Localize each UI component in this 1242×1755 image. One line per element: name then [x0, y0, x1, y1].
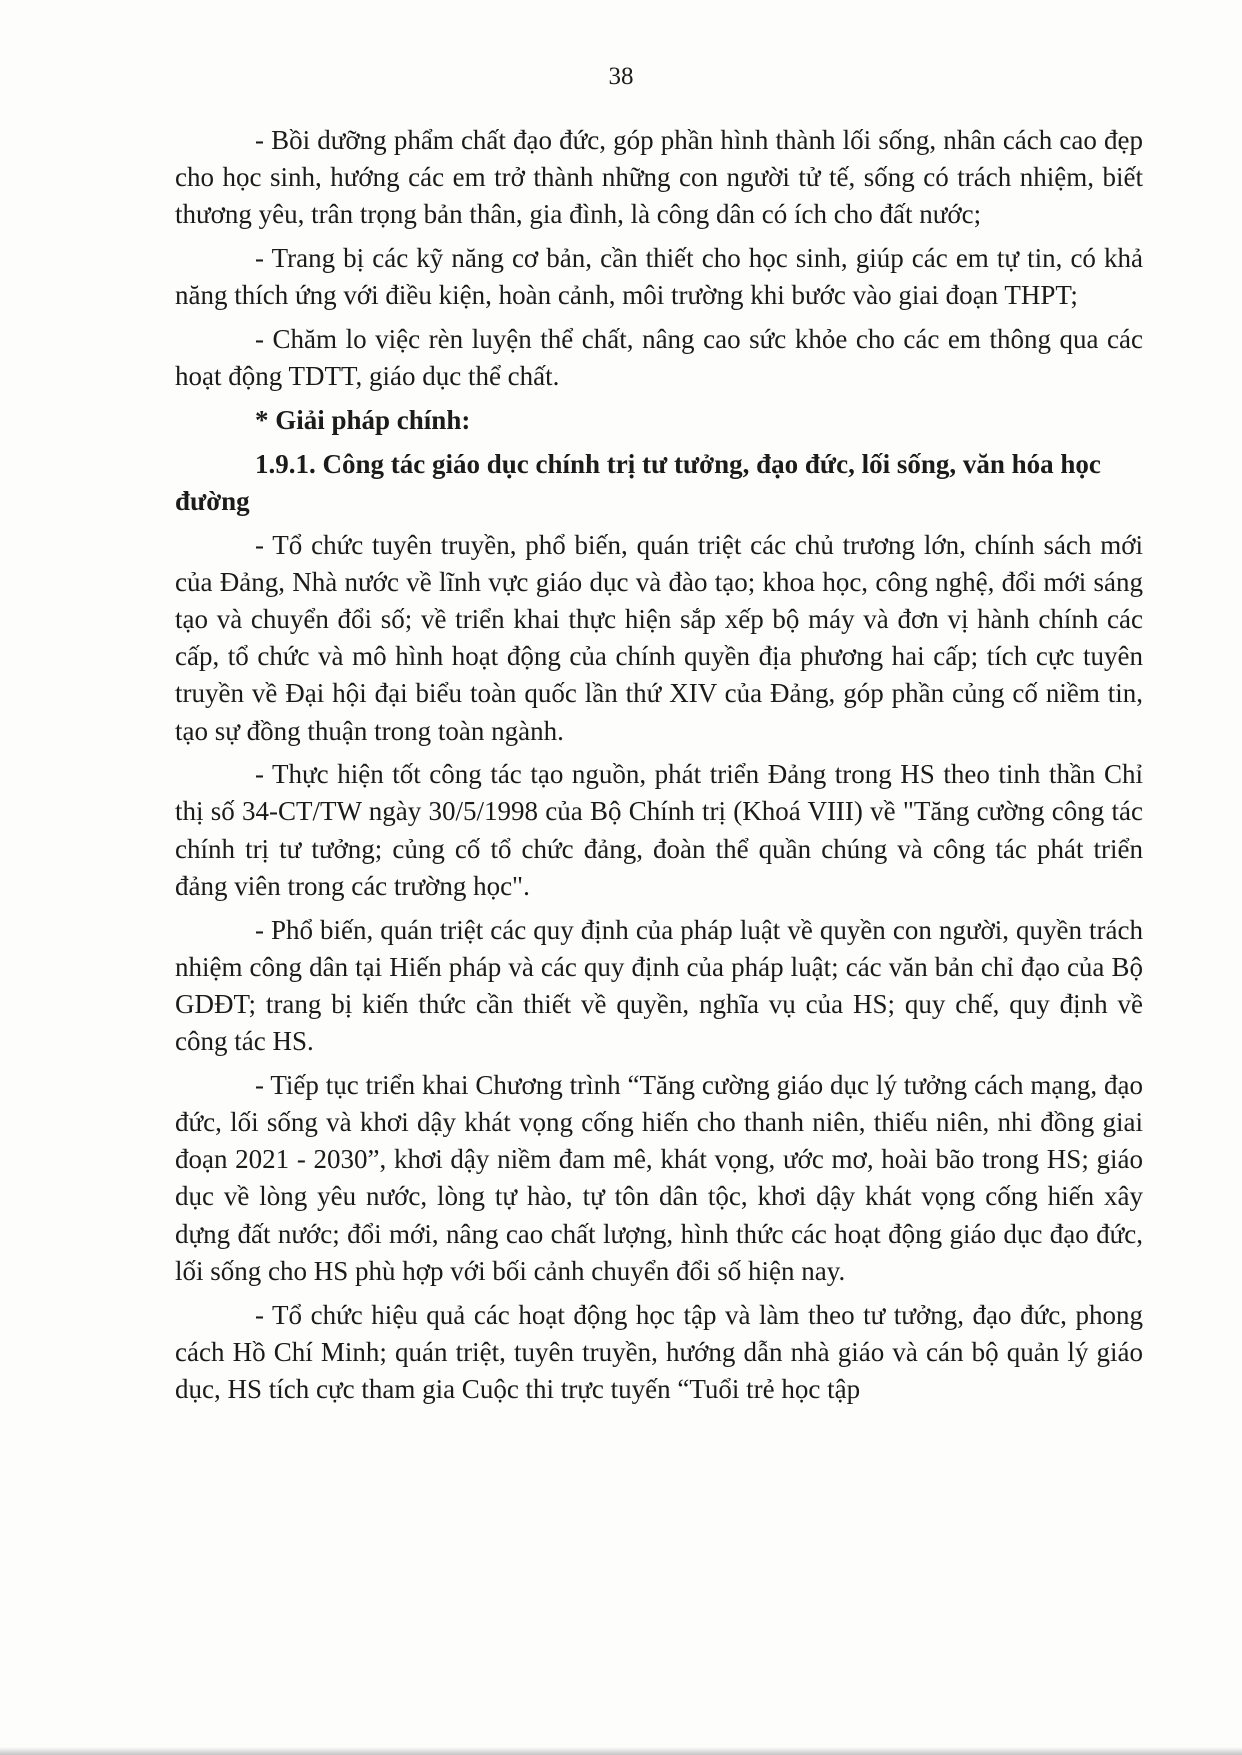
scan-edge-shadow: [0, 1747, 1242, 1755]
paragraph-ideal-education: - Tiếp tục triển khai Chương trình “Tăng cường giáo dục lý tưởng cách mạng, đạo đức, lối sống và khơi dậy khát vọng cống hiến cho thanh niên, thiếu niên, nhi đồng giai đoạn 2021 - 2030”, khơi dậy niềm đam mê, khát vọng, ước mơ, hoài bão trong HS; giáo dục về lòng yêu nước, lòng tự hào, tự tôn dân tộc, khơi dậy khát vọng cống hiến xây dựng đất nước; đổi mới, nâng cao chất lượng, hình thức các hoạt động giáo dục đạo đức, lối sống cho HS phù hợp với bối cảnh chuyển đổi số hiện nay.: [175, 1069, 1143, 1286]
paragraph-propaganda: - Tổ chức tuyên truyền, phổ biến, quán triệt các chủ trương lớn, chính sách mới của Đảng, Nhà nước về lĩnh vực giáo dục và đào tạo; khoa học, công nghệ, đổi mới sáng tạo và chuyển đổi số; về triển khai thực hiện sắp xếp bộ máy và đơn vị hành chính các cấp, tổ chức và mô hình hoạt động của chính quyền địa phương hai cấp; tích cực tuyên truyền về Đại hội đại biểu toàn quốc lần thứ XIV của Đảng, góp phần củng cố niềm tin, tạo sự đồng thuận trong toàn ngành.: [175, 529, 1143, 746]
solutions-heading: * Giải pháp chính:: [255, 404, 471, 435]
paragraph-moral-qualities: - Bồi dưỡng phẩm chất đạo đức, góp phần hình thành lối sống, nhân cách cao đẹp cho học sinh, hướng các em trở thành những con người tử tế, sống có trách nhiệm, biết thương yêu, trân trọng bản thân, gia đình, là công dân có ích cho đất nước;: [175, 125, 1143, 230]
paragraph-ho-chi-minh-study: - Tổ chức hiệu quả các hoạt động học tập và làm theo tư tưởng, đạo đức, phong cách Hồ Chí Minh; quán triệt, tuyên truyền, hướng dẫn nhà giáo và cán bộ quản lý giáo dục, HS tích cực tham gia Cuộc thi trực tuyến “Tuổi trẻ học tập: [175, 1299, 1143, 1404]
paragraph-party-development: - Thực hiện tốt công tác tạo nguồn, phát triển Đảng trong HS theo tinh thần Chỉ thị số 34-CT/TW ngày 30/5/1998 của Bộ Chính trị (Khoá VIII) về "Tăng cường công tác chính trị tư tưởng; củng cố tổ chức đảng, đoàn thể quần chúng và công tác phát triển đảng viên trong các trường học".: [175, 759, 1143, 901]
section-heading: 1.9.1. Công tác giáo dục chính trị tư tưởng, đạo đức, lối sống, văn hóa học đường: [175, 448, 1101, 516]
paragraph-law-dissemination: - Phổ biến, quán triệt các quy định của pháp luật về quyền con người, quyền trách nhiệm công dân tại Hiến pháp và các quy định của pháp luật; các văn bản chỉ đạo của Bộ GDĐT; trang bị kiến thức cần thiết về quyền, nghĩa vụ của HS; quy chế, quy định về công tác HS.: [175, 914, 1143, 1057]
document-body: [175, 122, 1143, 1415]
paragraph-physical-training: - Chăm lo việc rèn luyện thể chất, nâng cao sức khỏe cho các em thông qua các hoạt động TDTT, giáo dục thể chất.: [175, 324, 1143, 392]
page-number: 38: [608, 63, 634, 90]
paragraph-basic-skills: - Trang bị các kỹ năng cơ bản, cần thiết cho học sinh, giúp các em tự tin, có khả năng thích ứng với điều kiện, hoàn cảnh, môi trường khi bước vào giai đoạn THPT;: [175, 243, 1143, 311]
